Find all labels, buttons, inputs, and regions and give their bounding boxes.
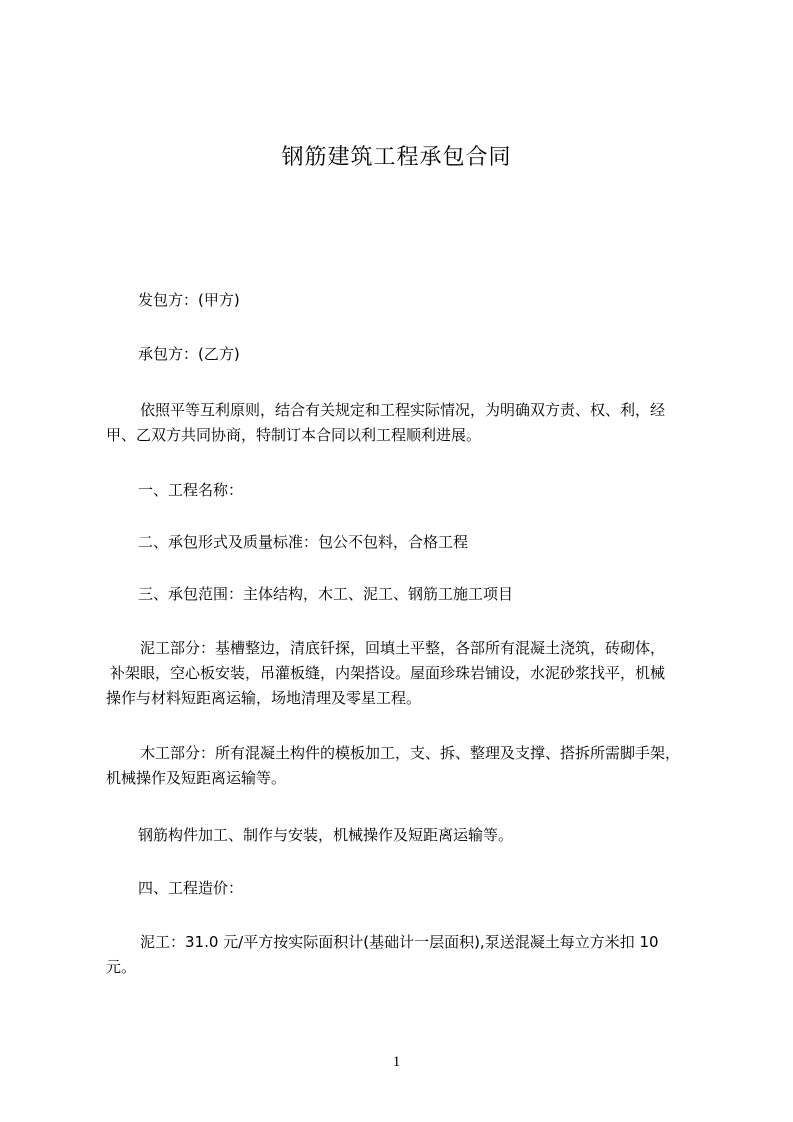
section-1-heading: 一、工程名称： <box>138 481 244 499</box>
rebar-paragraph: 钢筋构件加工、制作与安装，机械操作及短距离运输等。 <box>138 826 514 844</box>
preamble-paragraph <box>106 398 706 448</box>
document-title: 钢筋建筑工程承包合同 <box>281 145 512 170</box>
carpentry-paragraph <box>106 741 706 791</box>
text-line: 泥工部分：基槽整边，清底钎探，回填土平整，各部所有混凝土浇筑，砖砌体， <box>140 639 666 657</box>
page-number: 1 <box>392 1054 401 1070</box>
text-line: 操作与材料短距离运输，场地清理及零星工程。 <box>106 689 422 707</box>
text-line: 补架眼，空心板安装，吊灌板缝，内架搭设。屋面珍珠岩铺设，水泥砂浆找平，机械 <box>110 664 666 682</box>
employer-line: 发包方：(甲方) <box>138 291 240 309</box>
masonry-price-paragraph <box>106 930 706 980</box>
masonry-paragraph <box>106 636 706 711</box>
text-line: 甲、乙双方共同协商，特制订本合同以利工程顺利进展。 <box>106 426 482 444</box>
section-2-heading: 二、承包形式及质量标准：包公不包料，合格工程 <box>138 533 469 551</box>
section-3-heading: 三、承包范围：主体结构，木工、泥工、钢筋工施工项目 <box>138 585 514 603</box>
contractor-line: 承包方：(乙方) <box>138 345 240 363</box>
section-4-heading: 四、工程造价： <box>138 879 244 897</box>
text-line: 元。 <box>106 958 137 976</box>
text-line: 木工部分：所有混凝土构件的模板加工，支、拆、整理及支撑、搭拆所需脚手架， <box>140 744 681 762</box>
text-line: 依照平等互利原则，结合有关规定和工程实际情况，为明确双方责、权、利，经 <box>140 401 666 419</box>
text-line: 机械操作及短距离运输等。 <box>106 769 287 787</box>
text-line: 泥工：31.0 元/平方按实际面积计(基础计一层面积),泵送混凝土每立方米扣 10 <box>140 933 659 951</box>
